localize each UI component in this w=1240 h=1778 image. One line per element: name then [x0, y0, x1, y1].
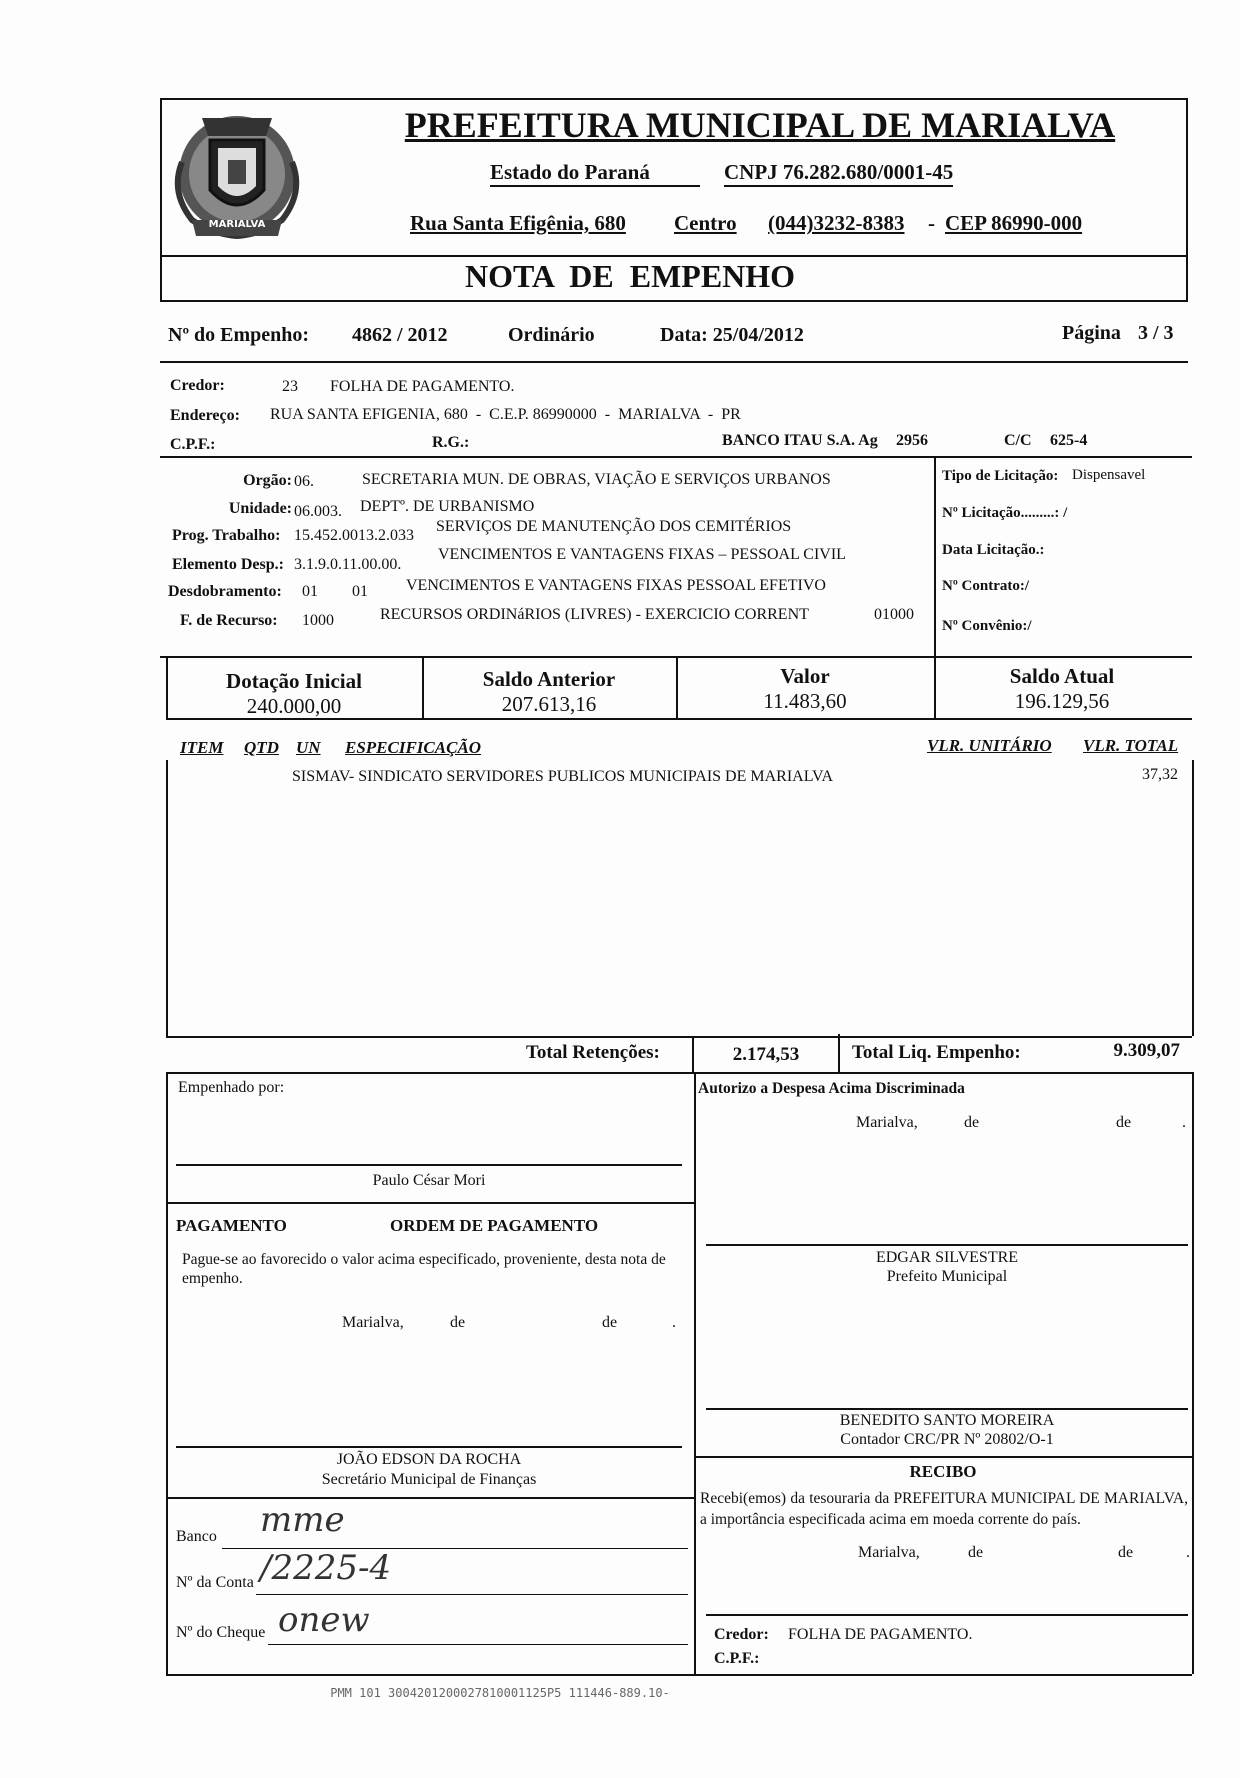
unidade-desc: DEPTº. DE URBANISMO [360, 498, 535, 515]
data-licitacao-label: Data Licitação.: [942, 542, 1045, 558]
fonte-desc: RECURSOS ORDINáRIOS (LIVRES) - EXERCICIO CORRENT [380, 606, 809, 623]
cheque-handwriting: onew [278, 1600, 370, 1640]
banco-handwriting: mme [260, 1500, 345, 1540]
secretario-signature-line [176, 1446, 682, 1448]
ordem-pagamento-heading: ORDEM DE PAGAMENTO [390, 1216, 599, 1235]
saldo-atual-label: Saldo Atual [1009, 664, 1115, 688]
liquido-value: 9.309,07 [1113, 1040, 1180, 1061]
convenio-label: Nº Convênio:/ [942, 618, 1032, 634]
empenhado-name: Paulo César Mori [372, 1172, 486, 1189]
retencoes-div-2 [838, 1034, 840, 1072]
desd-code-1: 01 [302, 583, 318, 600]
page-title: PREFEITURA MUNICIPAL DE MARIALVA [404, 105, 1116, 145]
saldo-anterior-value: 207.613,16 [501, 692, 597, 716]
bank-agency: 2956 [896, 432, 928, 449]
conta-handwriting: /2225-4 [260, 1548, 392, 1588]
fonte-code-2: 01000 [874, 606, 914, 623]
orgao-code: 06. [294, 473, 314, 490]
page-value: 3 / 3 [1138, 322, 1174, 344]
items-bottom [166, 1036, 1192, 1038]
left-de-1: de [450, 1314, 466, 1331]
secretario-title: Secretário Municipal de Finanças [321, 1471, 537, 1488]
credor-label: Credor: [170, 377, 225, 394]
valor-label: Valor [780, 664, 830, 688]
num-licitacao-label: Nº Licitação.........: / [942, 505, 1068, 521]
document-title: NOTA DE EMPENHO [464, 258, 796, 294]
fonte-code: 1000 [302, 612, 334, 629]
orgao-label: Orgão: [243, 472, 292, 489]
credor-divider [160, 456, 1192, 458]
rg-label: R.G.: [432, 434, 470, 451]
recibo-de-2: de [1118, 1544, 1134, 1561]
left-de-2: de [602, 1314, 618, 1331]
saldo-anterior-label: Saldo Anterior [482, 667, 616, 691]
desd-label: Desdobramento: [168, 583, 282, 600]
prefeito-signature-line [706, 1244, 1188, 1246]
header-divider [160, 255, 1188, 257]
separator: - [928, 211, 935, 235]
col-un: UN [296, 738, 321, 757]
recibo-de-1: de [968, 1544, 984, 1561]
licitacao-divider [934, 456, 936, 656]
endereco-label: Endereço: [170, 407, 240, 424]
retencoes-value: 2.174,53 [732, 1044, 800, 1065]
cc-value: 625-4 [1050, 432, 1088, 449]
state-name: Estado do Paraná [490, 160, 700, 187]
saldo-atual-value: 196.129,56 [1014, 689, 1110, 713]
empenho-label: Nº do Empenho: [168, 324, 310, 346]
cpf-label: C.P.F.: [170, 436, 216, 453]
bank-name: BANCO ITAU S.A. Ag [722, 432, 878, 449]
cc-label: C/C [1004, 432, 1032, 449]
desd-code-2: 01 [352, 583, 368, 600]
recibo-marialva: Marialva, [858, 1544, 920, 1561]
item-row-total: 37,32 [1142, 766, 1178, 783]
tipo-licitacao-label: Tipo de Licitação: [942, 468, 1059, 484]
prog-label: Prog. Trabalho: [172, 527, 281, 544]
lower-left-edge [166, 1072, 168, 1674]
retencoes-bottom [166, 1072, 1192, 1074]
dotacao-label: Dotação Inicial [226, 669, 362, 693]
credor-code: 23 [282, 378, 298, 395]
pagamento-heading: PAGAMENTO [176, 1216, 287, 1235]
autorizo-text: Autorizo a Despesa Acima Discriminada [698, 1080, 965, 1097]
coat-of-arms-seal [162, 102, 312, 254]
empenho-type: Ordinário [508, 324, 595, 346]
tipo-licitacao-value: Dispensavel [1072, 467, 1146, 483]
seal-label: MARIALVA [208, 219, 266, 230]
page-label: Página [1062, 322, 1121, 344]
lower-right-edge [1192, 1072, 1194, 1674]
unidade-label: Unidade: [228, 500, 292, 517]
info-divider [160, 361, 1188, 363]
contador-divider [694, 1456, 1192, 1458]
dotacao-value: 240.000,00 [246, 694, 342, 718]
cep: CEP 86990-000 [945, 211, 1083, 235]
orgao-desc: SECRETARIA MUN. DE OBRAS, VIAÇÃO E SERVIÇOS URBANOS [362, 471, 831, 488]
recibo-credor-value: FOLHA DE PAGAMENTO. [788, 1626, 973, 1643]
pague-text: Pague-se ao favorecido o valor acima especificado, proveniente, desta nota de empenho. [182, 1251, 666, 1287]
right-marialva: Marialva, [856, 1114, 918, 1131]
banco-label: Banco [176, 1528, 217, 1545]
secretario-divider [166, 1497, 694, 1499]
footer-code: PMM 101 3004201200027810001125P5 111446-889.10- [330, 1686, 670, 1700]
contrato-label: Nº Contrato:/ [942, 578, 1030, 594]
retencoes-label: Total Retenções: [526, 1042, 660, 1063]
empenho-value: 4862 / 2012 [352, 324, 448, 346]
credor-name: FOLHA DE PAGAMENTO. [330, 378, 515, 395]
right-dot: . [1182, 1114, 1186, 1131]
prefeito-title: Prefeito Municipal [886, 1268, 1008, 1285]
elem-code: 3.1.9.0.11.00.00. [294, 556, 402, 573]
items-left-edge [166, 760, 168, 1036]
col-especificacao: ESPECIFICAÇÃO [345, 738, 482, 757]
phone: (044)3232-8383 [768, 211, 905, 235]
cheque-label: Nº do Cheque [176, 1624, 266, 1641]
left-dot: . [672, 1314, 676, 1331]
prefeito-name: EDGAR SILVESTRE [875, 1249, 1019, 1266]
district: Centro [674, 211, 737, 235]
empenho-date: Data: 25/04/2012 [660, 324, 804, 346]
recibo-dot: . [1186, 1544, 1190, 1561]
secretario-name: JOÃO EDSON DA ROCHA [336, 1451, 522, 1468]
cheque-line [268, 1644, 688, 1645]
prog-code: 15.452.0013.2.033 [294, 527, 414, 544]
items-right-edge [1192, 760, 1194, 1036]
unidade-code: 06.003. [294, 503, 342, 520]
desd-desc: VENCIMENTOS E VANTAGENS FIXAS PESSOAL EFETIVO [406, 577, 826, 594]
elem-label: Elemento Desp.: [172, 556, 284, 573]
cnpj: CNPJ 76.282.680/0001-45 [724, 160, 953, 187]
empenhado-signature-line [176, 1164, 682, 1166]
recibo-text: Recebi(emos) da tesouraria da PREFEITURA MUNICIPAL DE MARIALVA, a importância especificada acima em moeda corrente do país. [700, 1490, 1188, 1528]
recibo-cpf-label: C.P.F.: [714, 1650, 760, 1667]
left-marialva: Marialva, [342, 1314, 404, 1331]
item-row-description: SISMAV- SINDICATO SERVIDORES PUBLICOS MUNICIPAIS DE MARIALVA [292, 768, 834, 785]
col-qtd: QTD [244, 738, 279, 757]
col-vlr-total: VLR. TOTAL [1083, 736, 1179, 755]
valor-value: 11.483,60 [763, 689, 847, 713]
prog-desc: SERVIÇOS DE MANUTENÇÃO DOS CEMITÉRIOS [436, 518, 792, 535]
recibo-heading: RECIBO [909, 1462, 977, 1481]
recibo-credor-label: Credor: [714, 1626, 769, 1643]
lower-bottom [166, 1674, 1192, 1676]
recibo-signature-line [706, 1614, 1188, 1616]
col-item: ITEM [180, 738, 224, 757]
conta-line [256, 1594, 688, 1595]
empenhado-divider [166, 1202, 694, 1204]
fonte-label: F. de Recurso: [180, 612, 278, 629]
elem-desc: VENCIMENTOS E VANTAGENS FIXAS – PESSOAL CIVIL [438, 546, 846, 563]
street-address: Rua Santa Efigênia, 680 [410, 211, 626, 235]
contador-signature-line [706, 1408, 1188, 1410]
conta-label: Nº da Conta [176, 1574, 254, 1591]
col-vlr-unitario: VLR. UNITÁRIO [927, 736, 1052, 755]
contador-title: Contador CRC/PR Nº 20802/O-1 [840, 1431, 1054, 1448]
contador-name: BENEDITO SANTO MOREIRA [839, 1412, 1055, 1429]
empenhado-label: Empenhado por: [178, 1079, 285, 1096]
right-de-1: de [964, 1114, 980, 1131]
liquido-label: Total Liq. Empenho: [852, 1042, 1021, 1063]
right-de-2: de [1116, 1114, 1132, 1131]
endereco-value: RUA SANTA EFIGENIA, 680 - C.E.P. 86990000 - MARIALVA - PR [270, 406, 741, 423]
lower-middle-divider [694, 1072, 696, 1674]
